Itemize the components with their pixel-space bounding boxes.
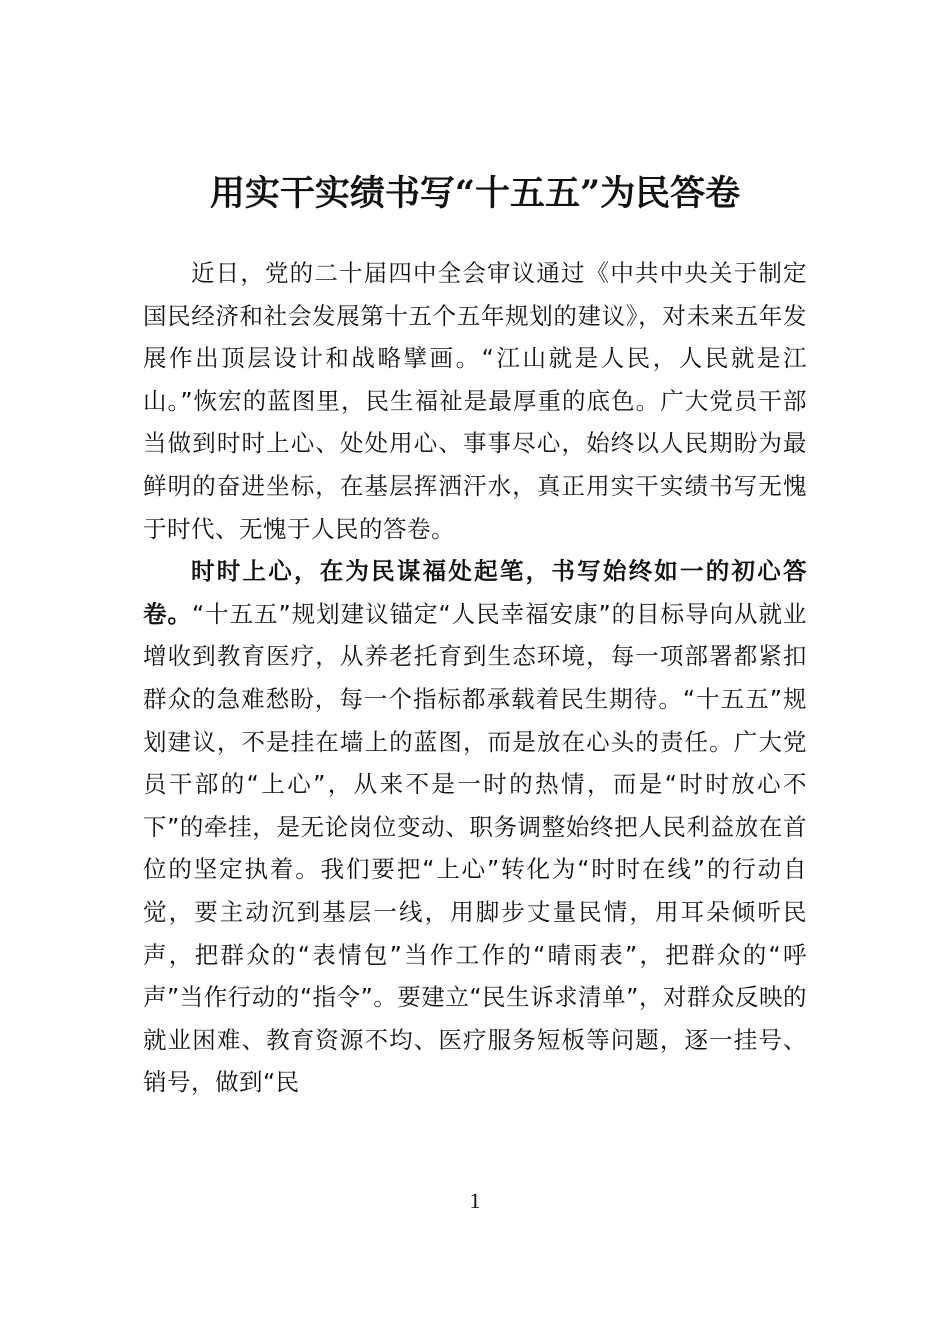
paragraph-section-1 <box>143 550 807 1104</box>
page-number: 1 <box>469 1188 481 1213</box>
document-title: 用实干实绩书写“十五五”为民答卷 <box>209 173 741 214</box>
section-1-text: “十五五”规划建议锚定“人民幸福安康”的目标导向从就业增收到教育医疗，从养老托育到生态环境，每一项部署都紧扣群众的急难愁盼，每一个指标都承载着民生期待。“十五五”规划建议，不是挂在墙上的蓝图，而是放在心头的责任。广大党员干部的“上心”，从来不是一时的热情，而是“时时放心不下”的牵挂，是无论岗位变动、职务调整始终把人民利益放在首位的坚定执着。我们要把“上心”转化为“时时在线”的行动自觉，要主动沉到基层一线，用脚步丈量民情，用耳朵倾听民声，把群众的“表情包”当作工作的“晴雨表”，把群众的“呼声”当作行动的“指令”。要建立“民生诉求清单”，对群众反映的就业困难、教育资源不均、医疗服务短板等问题，逐一挂号、销号，做到“民 <box>143 599 807 1097</box>
document-body <box>143 252 807 1104</box>
section-1-heading: 时时上心，在为民谋福处起笔，书写始终如一的初心答卷。 <box>143 557 807 628</box>
paragraph-intro: 近日，党的二十届四中全会审议通过《中共中央关于制定国民经济和社会发展第十五个五年规划的建议》，对未来五年发展作出顶层设计和战略擘画。“江山就是人民，人民就是江山。”恢宏的蓝图里，民生福祉是最厚重的底色。广大党员干部当做到时时上心、处处用心、事事尽心，始终以人民期盼为最鲜明的奋进坐标，在基层挥洒汗水，真正用实干实绩书写无愧于时代、无愧于人民的答卷。 <box>143 259 807 543</box>
